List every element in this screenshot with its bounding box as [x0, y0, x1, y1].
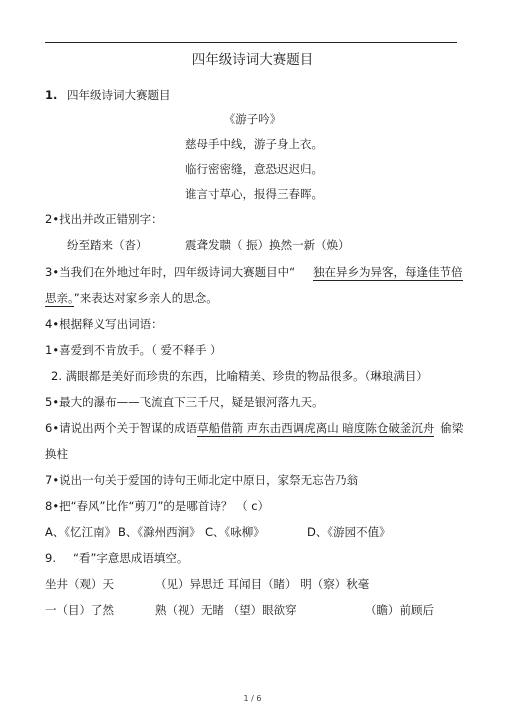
q8-text: 8•把“春风”比作“剪刀”的是哪首诗？ （ c） [45, 499, 270, 513]
q8-option-a: A、《忆江南》 [45, 525, 117, 539]
q6-tail: 偷梁 [440, 421, 464, 435]
q2-text: 2•找出并改正错别字： [45, 212, 163, 226]
q6-answer: 草船借箭 声东击西调虎离山 暗度陈仓破釜沉舟 [197, 421, 435, 435]
q9-row2-a: 一（目）了然 [45, 603, 114, 617]
q9-row2-c: （瞻）前顾后 [365, 603, 434, 617]
q3-text-b: ”来表达对家乡亲人的思念。 [73, 291, 218, 305]
q4-sub-1: 1•喜爱到不肯放手。（ 爱不释手 ） [45, 343, 222, 357]
q1-number: 1. [45, 88, 58, 102]
q1-text: 四年级诗词大赛题目 [67, 88, 171, 102]
q8-option-c: C、《咏柳》 [205, 525, 265, 539]
q8-option-b: B、《滁州西涧》 [118, 525, 201, 539]
q4-sub-5: 5•最大的瀑布——飞流直下三千尺，疑是银河落九天。 [45, 395, 324, 409]
q6-cont: 换柱 [45, 447, 68, 461]
q3-text-a: 3•当我们在外地过年时，四年级诗词大赛题目中“ [45, 265, 296, 279]
q8-option-d: D、《游园不值》 [307, 525, 391, 539]
q9-row1-a: 坐井（观）天 [45, 577, 114, 591]
q9-text: “看”字意思成语填空。 [73, 551, 189, 565]
q3-line-1 [45, 265, 463, 279]
poem-line-3: 谁言寸草心，报得三春晖。 [185, 187, 323, 201]
poem-title: 《游子吟》 [223, 112, 282, 126]
q9-number: 9. [45, 551, 56, 565]
poem-line-2: 临行密密缝，意恐迟迟归。 [185, 162, 323, 176]
q3-line-2 [45, 291, 218, 305]
q2-item-2: 震聋发聩（ 振）换然一新（焕） [185, 238, 350, 252]
header-rule [45, 42, 457, 43]
q3-answer: 独在异乡为异客，每逢佳节倍 [313, 265, 463, 279]
q9-row2-b: 熟（视）无睹 （望）眼欲穿 [155, 603, 297, 617]
poem-line-1: 慈母手中线，游子身上衣。 [185, 137, 323, 151]
q9-row1-b: （见）异思迁 耳闻目（睹） 明（察）秋毫 [155, 577, 370, 591]
page-number: 1 / 6 [243, 694, 262, 703]
q3-answer-cont: 思亲。 [45, 291, 74, 305]
q7-text: 7•说出一句关于爱国的诗句王师北定中原日，家祭无忘告乃翁 [45, 473, 359, 487]
q6-line-1 [45, 421, 463, 435]
q4-sub-2: 2. 满眼都是美好而珍贵的东西，比喻精美、珍贵的物品很多。（琳琅满目） [51, 369, 428, 383]
q4-text: 4•根据释义写出词语： [45, 317, 163, 331]
q2-item-1: 纷至踏来（沓） [67, 238, 148, 252]
page-title: 四年级诗词大赛题目 [191, 52, 314, 68]
q6-text: 6•请说出两个关于智谋的成语 [45, 421, 198, 435]
